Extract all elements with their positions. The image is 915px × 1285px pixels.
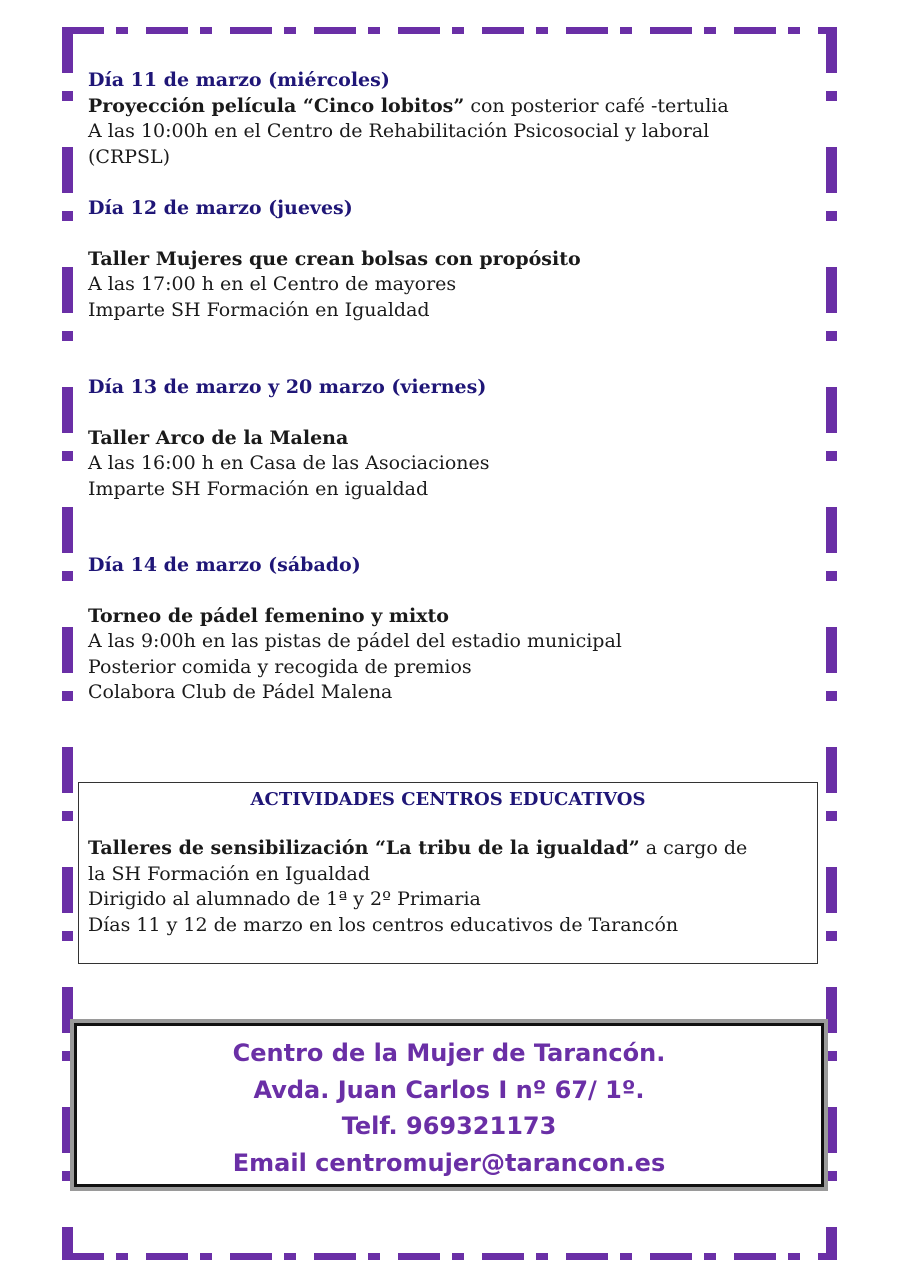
- contact-name: Centro de la Mujer de Tarancón.: [232, 1039, 666, 1067]
- event-march-12: [88, 196, 808, 323]
- education-detail: Dirigido al alumnado de 1ª y 2º Primaria: [88, 888, 481, 910]
- event-march-13-20: [88, 375, 808, 502]
- decorative-border-left: [62, 27, 73, 1260]
- education-title-line: [88, 836, 808, 862]
- event-date: Día 12 de marzo (jueves): [88, 197, 353, 219]
- event-detail: A las 10:00h en el Centro de Rehabilitación Psicosocial y laboral: [88, 120, 710, 142]
- event-detail: (CRPSL): [88, 145, 171, 168]
- contact-address: Avda. Juan Carlos I nº 67/ 1º.: [253, 1075, 645, 1104]
- event-title-line: [88, 604, 808, 630]
- education-heading: ACTIVIDADES CENTROS EDUCATIVOS: [250, 789, 646, 810]
- education-detail: la SH Formación en Igualdad: [88, 862, 370, 885]
- event-title-line: [88, 426, 808, 452]
- event-date: Día 11 de marzo (miércoles): [88, 69, 390, 91]
- education-detail: Días 11 y 12 de marzo en los centros educativos de Tarancón: [88, 913, 679, 936]
- event-title: Proyección película “Cinco lobitos”: [88, 94, 465, 117]
- event-march-11: [88, 68, 808, 170]
- event-march-14: [88, 553, 808, 706]
- event-date: Día 13 de marzo y 20 marzo (viernes): [88, 376, 487, 398]
- event-title-line: [88, 247, 808, 273]
- event-detail: Posterior comida y recogida de premios: [88, 655, 472, 678]
- event-title-suffix: con posterior café -tertulia: [464, 94, 729, 117]
- event-detail: A las 17:00 h en el Centro de mayores: [88, 273, 457, 295]
- event-detail: Imparte SH Formación en Igualdad: [88, 298, 430, 321]
- contact-box: [74, 1023, 824, 1187]
- event-detail: A las 9:00h en las pistas de pádel del estadio municipal: [88, 630, 622, 652]
- event-title: Taller Arco de la Malena: [88, 426, 349, 449]
- event-detail: A las 16:00 h en Casa de las Asociaciones: [88, 452, 490, 474]
- contact-email: Email centromujer@tarancon.es: [232, 1148, 666, 1177]
- education-title: Talleres de sensibilización “La tribu de la igualdad”: [88, 837, 640, 859]
- education-body: [88, 836, 808, 938]
- decorative-border-top: [62, 27, 834, 34]
- event-title: Taller Mujeres que crean bolsas con propósito: [88, 247, 581, 270]
- education-activities-box: [78, 782, 818, 964]
- contact-phone: Telf. 969321173: [341, 1112, 557, 1140]
- event-detail: Colabora Club de Pádel Malena: [88, 681, 393, 703]
- decorative-border-right: [826, 27, 837, 1260]
- event-title-line: [88, 94, 808, 120]
- decorative-border-bottom: [62, 1253, 834, 1260]
- event-title: Torneo de pádel femenino y mixto: [88, 604, 449, 627]
- education-title-suffix: a cargo de: [639, 837, 748, 859]
- event-detail: Imparte SH Formación en igualdad: [88, 477, 429, 500]
- event-date: Día 14 de marzo (sábado): [88, 554, 361, 576]
